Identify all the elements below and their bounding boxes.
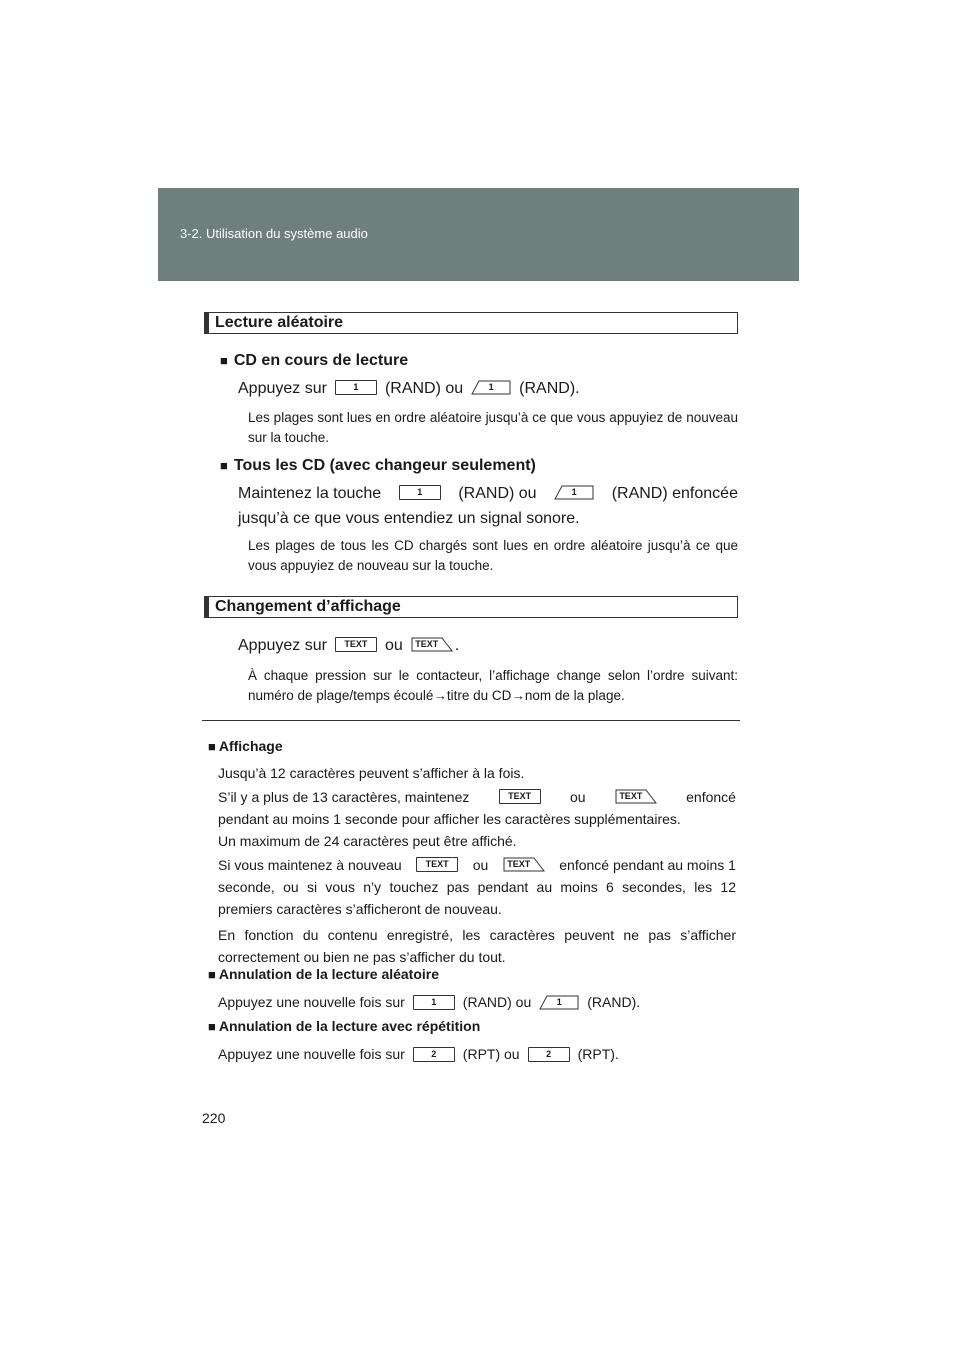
section-title-changement-affichage: Changement d’affichage xyxy=(204,596,738,618)
text: . xyxy=(454,637,460,654)
preset-1-tab-button xyxy=(554,485,594,500)
subheading-cd-en-cours xyxy=(220,352,408,370)
text: Un maximum de 24 caractères peut être affiché. xyxy=(218,833,517,849)
heading-text: Affichage xyxy=(218,738,283,754)
text-button: TEXT xyxy=(416,857,458,872)
button-label: 1 xyxy=(488,382,494,393)
text: ou xyxy=(569,789,586,805)
preset-1-button: 1 xyxy=(413,995,455,1010)
preset-1-button: 1 xyxy=(335,380,377,395)
text: ou xyxy=(384,637,403,654)
page-number: 220 xyxy=(202,1110,226,1126)
button-label: 1 xyxy=(556,996,562,1007)
square-bullet-icon: ■ xyxy=(208,739,216,754)
text: Si vous maintenez à nouveau xyxy=(218,857,402,873)
note-heading-affichage xyxy=(208,738,283,754)
text: (RAND) ou xyxy=(462,994,532,1010)
instruction-line xyxy=(218,991,640,1013)
section-breadcrumb: 3-2. Utilisation du système audio xyxy=(180,226,368,241)
heading-text: Annulation de la lecture avec répétition xyxy=(218,1018,481,1034)
instruction-line xyxy=(218,1043,619,1065)
subheading-text: CD en cours de lecture xyxy=(233,352,409,369)
button-label: TEXT xyxy=(619,790,643,801)
text-tab-button xyxy=(503,857,545,872)
text: (RAND) enfoncée xyxy=(611,485,738,502)
text-tab-button xyxy=(615,789,657,804)
text: (RAND) ou xyxy=(384,380,464,397)
note-body xyxy=(218,762,736,968)
text: Appuyez une nouvelle fois sur xyxy=(218,994,405,1010)
note-text: Les plages sont lues en ordre aléatoire jusqu’à ce que vous appuyiez de nouveau sur la touche. xyxy=(248,410,738,445)
button-label: TEXT xyxy=(415,639,439,650)
instruction-line xyxy=(238,482,738,530)
text: Appuyez sur xyxy=(238,380,327,397)
note-heading-annulation-aleatoire xyxy=(208,966,439,982)
text: (RAND). xyxy=(519,380,580,397)
preset-1-button: 1 xyxy=(399,485,441,500)
section-title-lecture-aleatoire: Lecture aléatoire xyxy=(204,312,738,334)
header-band xyxy=(158,188,799,281)
square-bullet-icon: ■ xyxy=(220,458,228,473)
text: Appuyez sur xyxy=(238,637,327,654)
text: ou xyxy=(472,857,489,873)
instruction-line xyxy=(238,377,580,400)
button-label: TEXT xyxy=(507,858,531,869)
square-bullet-icon: ■ xyxy=(208,967,216,982)
heading-text: Annulation de la lecture aléatoire xyxy=(218,966,440,982)
text: Appuyez une nouvelle fois sur xyxy=(218,1046,405,1062)
text: enfoncé xyxy=(686,789,736,805)
text: pendant au moins 1 seconde pour afficher les caractères supplémentaires. xyxy=(218,811,681,827)
instruction-line xyxy=(238,634,459,657)
preset-2-button: 2 xyxy=(413,1047,455,1062)
subheading-tous-les-cd xyxy=(220,457,536,475)
text: (RAND). xyxy=(587,994,641,1010)
note-text: À chaque pression sur le contacteur, l’affichage change selon l’ordre suivant: numéro de plage/temps écoulé→titre du CD→nom de la plage. xyxy=(248,668,738,703)
text: enfoncé pendant au moins 1 xyxy=(559,857,736,873)
text: (RPT). xyxy=(577,1046,619,1062)
text: seconde, ou si vous n’y touchez pas pendant au moins 6 secondes, les 12 premiers caractères s’afficheront de nouveau. xyxy=(218,879,736,917)
subheading-text: Tous les CD (avec changeur seulement) xyxy=(233,457,536,474)
text: Maintenez la touche xyxy=(238,485,382,502)
text-button: TEXT xyxy=(499,789,541,804)
preset-1-tab-button xyxy=(539,995,579,1010)
divider xyxy=(202,720,740,721)
square-bullet-icon: ■ xyxy=(208,1019,216,1034)
text: jusqu’à ce que vous entendiez un signal sonore. xyxy=(238,510,580,527)
text: (RPT) ou xyxy=(462,1046,520,1062)
button-label: 1 xyxy=(571,487,577,497)
text: (RAND) ou xyxy=(458,485,537,502)
preset-2-button: 2 xyxy=(528,1047,570,1062)
square-bullet-icon: ■ xyxy=(220,353,228,368)
note-heading-annulation-repetition xyxy=(208,1018,480,1034)
note-text: Les plages de tous les CD chargés sont lues en ordre aléatoire jusqu’à ce que vous appuyiez de nouveau sur la touche. xyxy=(248,538,738,573)
text: S’il y a plus de 13 caractères, maintenez xyxy=(218,789,470,805)
text-tab-button xyxy=(411,637,453,652)
preset-1-tab-button xyxy=(471,380,511,395)
text: Jusqu’à 12 caractères peuvent s’afficher à la fois. xyxy=(218,765,525,781)
text: En fonction du contenu enregistré, les caractères peuvent ne pas s’afficher correctement ou bien ne pas s’afficher du tout. xyxy=(218,927,736,965)
text-button: TEXT xyxy=(335,637,377,652)
